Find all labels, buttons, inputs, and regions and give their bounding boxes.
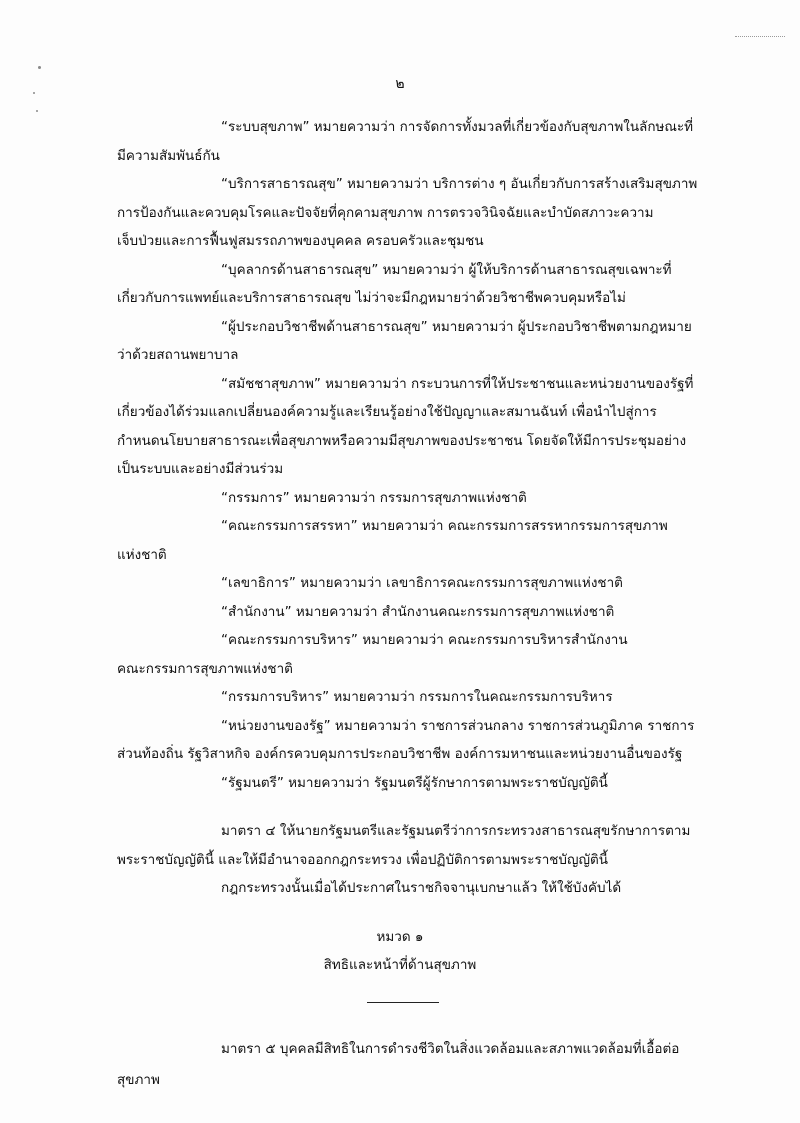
scan-artifact <box>735 36 785 37</box>
definition-line: “สมัชชาสุขภาพ” หมายความว่า กระบวนการที่ให้ประชาชนและหน่วยงานของรัฐที่ <box>221 376 694 392</box>
definition-line: “กรรมการบริหาร” หมายความว่า กรรมการในคณะกรรมการบริหาร <box>221 689 613 705</box>
definition-line: “คณะกรรมการบริหาร” หมายความว่า คณะกรรมการบริหารสำนักงาน <box>221 632 628 648</box>
chapter-divider <box>367 1002 439 1003</box>
definition-line: เจ็บป่วยและการฟื้นฟูสมรรถภาพของบุคคล ครอบครัวและชุมชน <box>117 233 484 249</box>
section-5-line: สุขภาพ <box>117 1072 160 1088</box>
scan-speck <box>38 66 41 69</box>
definition-line: เกี่ยวกับการแพทย์และบริการสาธารณสุข ไม่ว่าจะมีกฎหมายว่าด้วยวิชาชีพควบคุมหรือไม่ <box>117 290 626 306</box>
definition-line: แห่งชาติ <box>117 547 167 563</box>
definition-line: “ผู้ประกอบวิชาชีพด้านสาธารณสุข” หมายความว่า ผู้ประกอบวิชาชีพตามกฎหมาย <box>221 319 692 335</box>
chapter-title: สิทธิและหน้าที่ด้านสุขภาพ <box>323 957 477 973</box>
definition-line: ส่วนท้องถิ่น รัฐวิสาหกิจ องค์กรควบคุมการประกอบวิชาชีพ องค์การมหาชนและหน่วยงานอื่นของรัฐ <box>117 746 683 762</box>
definition-line: “บุคลากรด้านสาธารณสุข” หมายความว่า ผู้ให้บริการด้านสาธารณสุขเฉพาะที่ <box>221 262 672 278</box>
section-5-line: มาตรา ๕ บุคคลมีสิทธิในการดำรงชีวิตในสิ่งแวดล้อมและสภาพแวดล้อมที่เอื้อต่อ <box>221 1041 680 1057</box>
definition-line: “ระบบสุขภาพ” หมายความว่า การจัดการทั้งมวลที่เกี่ยวข้องกับสุขภาพในลักษณะที่ <box>221 119 694 135</box>
definition-line: “สำนักงาน” หมายความว่า สำนักงานคณะกรรมการสุขภาพแห่งชาติ <box>221 604 615 620</box>
definition-line: “บริการสาธารณสุข” หมายความว่า บริการต่าง ๆ อันเกี่ยวกับการสร้างเสริมสุขภาพ <box>221 176 698 192</box>
definition-line: กำหนดนโยบายสาธารณะเพื่อสุขภาพหรือความมีสุขภาพของประชาชน โดยจัดให้มีการประชุมอย่าง <box>117 433 687 449</box>
definition-line: “กรรมการ” หมายความว่า กรรมการสุขภาพแห่งชาติ <box>221 490 527 506</box>
definition-line: มีความสัมพันธ์กัน <box>117 148 220 164</box>
definition-line: เกี่ยวข้องได้ร่วมแลกเปลี่ยนองค์ความรู้และเรียนรู้อย่างใช้ปัญญาและสมานฉันท์ เพื่อนำไปสู่การ <box>117 404 657 420</box>
definition-line: “เลขาธิการ” หมายความว่า เลขาธิการคณะกรรมการสุขภาพแห่งชาติ <box>221 575 623 591</box>
definition-line: “คณะกรรมการสรรหา” หมายความว่า คณะกรรมการสรรหากรรมการสุขภาพ <box>221 518 668 534</box>
definition-line: เป็นระบบและอย่างมีส่วนร่วม <box>117 461 284 477</box>
definition-line: คณะกรรมการสุขภาพแห่งชาติ <box>117 661 293 677</box>
scan-speck <box>36 110 38 112</box>
definition-line: การป้องกันและควบคุมโรคและปัจจัยที่คุกคามสุขภาพ การตรวจวินิจฉัยและบำบัดสภาวะความ <box>117 205 654 221</box>
definition-line: ว่าด้วยสถานพยาบาล <box>117 347 239 363</box>
chapter-number: หมวด ๑ <box>376 929 424 945</box>
definition-line: “รัฐมนตรี” หมายความว่า รัฐมนตรีผู้รักษาการตามพระราชบัญญัตินี้ <box>221 775 608 791</box>
section-4-line: มาตรา ๔ ให้นายกรัฐมนตรีและรัฐมนตรีว่าการกระทรวงสาธารณสุขรักษาการตาม <box>221 823 691 839</box>
page-number: ๒ <box>395 76 405 92</box>
definition-line: “หน่วยงานของรัฐ” หมายความว่า ราชการส่วนกลาง ราชการส่วนภูมิภาค ราชการ <box>221 718 695 734</box>
section-4-line: พระราชบัญญัตินี้ และให้มีอำนาจออกกฎกระทรวง เพื่อปฏิบัติการตามพระราชบัญญัตินี้ <box>117 852 609 868</box>
section-4-line: กฎกระทรวงนั้นเมื่อได้ประกาศในราชกิจจานุเบกษาแล้ว ให้ใช้บังคับได้ <box>221 880 622 896</box>
